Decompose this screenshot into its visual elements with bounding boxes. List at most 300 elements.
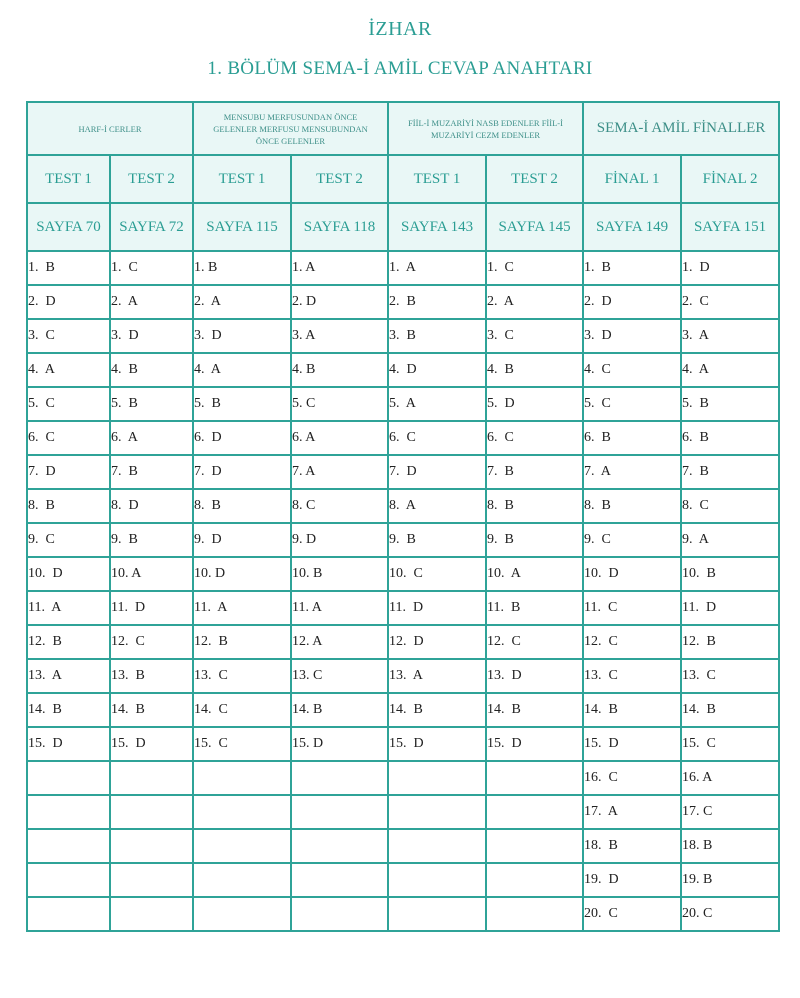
answer-cell: [583, 591, 681, 625]
answer-text: 14. B: [111, 702, 145, 717]
answer-cell: [583, 727, 681, 761]
group-header-mensubu-merfusu: MENSUBU MERFUSUNDAN ÖNCE GELENLER MERFUSU MENSUBUNDAN ÖNCE GELENLER: [193, 102, 388, 155]
answer-cell: [110, 353, 193, 387]
answer-cell: [193, 795, 291, 829]
answer-cell: [110, 557, 193, 591]
answer-text: 5. A: [389, 396, 416, 411]
answer-cell: [291, 319, 388, 353]
answer-text: 3. C: [487, 328, 514, 343]
answer-cell: [486, 353, 583, 387]
page-header-row: [27, 203, 779, 251]
answer-text: 1. B: [28, 260, 55, 275]
answer-cell: [291, 829, 388, 863]
answer-text: 9. C: [28, 532, 55, 547]
answer-text: 7. D: [28, 464, 56, 479]
group-header-row: [27, 102, 779, 155]
answer-text: 10. B: [292, 566, 323, 581]
answer-text: 4. A: [682, 362, 709, 377]
answer-row: [27, 761, 779, 795]
answer-text: 7. D: [389, 464, 417, 479]
answer-cell: [27, 353, 110, 387]
answer-text: 6. C: [28, 430, 55, 445]
answer-text: 10. B: [682, 566, 716, 581]
answer-row: [27, 693, 779, 727]
answer-cell: [583, 795, 681, 829]
answer-cell: [291, 897, 388, 931]
answer-text: 20. C: [584, 906, 618, 921]
answer-text: 4. B: [487, 362, 514, 377]
answer-cell: [583, 319, 681, 353]
answer-text: 3. D: [584, 328, 612, 343]
answer-text: 3. A: [292, 328, 316, 343]
answer-text: 14. B: [584, 702, 618, 717]
answer-cell: [486, 489, 583, 523]
answer-cell: [583, 659, 681, 693]
answer-cell: [291, 795, 388, 829]
answer-text: 11. D: [111, 600, 146, 615]
answer-row: [27, 727, 779, 761]
answer-cell: [291, 863, 388, 897]
answer-cell: [110, 591, 193, 625]
answer-row: [27, 863, 779, 897]
answer-cell: [486, 455, 583, 489]
answer-text: 8. D: [111, 498, 139, 513]
answer-text: 19. D: [584, 872, 619, 887]
answer-cell: [388, 693, 486, 727]
answer-text: 12. C: [584, 634, 618, 649]
answer-cell: [583, 863, 681, 897]
answer-cell: [27, 251, 110, 285]
answer-cell: [27, 523, 110, 557]
answer-cell: [388, 251, 486, 285]
answer-text: 6. C: [487, 430, 514, 445]
answer-cell: [681, 421, 779, 455]
answer-row: [27, 523, 779, 557]
answer-cell: [681, 387, 779, 421]
answer-text: 18. B: [682, 838, 713, 853]
answer-text: 5. C: [292, 396, 316, 411]
answer-text: 12. D: [389, 634, 424, 649]
answer-cell: [583, 693, 681, 727]
page-header-cell: SAYFA 115: [193, 203, 291, 251]
answer-text: 2. D: [28, 294, 56, 309]
answer-text: 8. C: [682, 498, 709, 513]
answer-text: 8. A: [389, 498, 416, 513]
answer-cell: [291, 557, 388, 591]
answer-cell: [110, 319, 193, 353]
test-header-cell: FİNAL 2: [681, 155, 779, 203]
answer-cell: [291, 489, 388, 523]
answer-cell: [388, 421, 486, 455]
answer-cell: [388, 319, 486, 353]
answer-row: [27, 387, 779, 421]
answer-text: 2. A: [194, 294, 221, 309]
answer-cell: [193, 455, 291, 489]
answer-cell: [681, 523, 779, 557]
test-header-cell: TEST 1: [193, 155, 291, 203]
answer-cell: [291, 727, 388, 761]
answer-cell: [110, 761, 193, 795]
answer-cell: [583, 523, 681, 557]
answer-cell: [110, 863, 193, 897]
group-header-fiil-i-muzari: FİİL-İ MUZARİYİ NASB EDENLER FİİL-İ MUZARİYİ CEZM EDENLER: [388, 102, 583, 155]
answer-text: 10. C: [389, 566, 423, 581]
answer-cell: [388, 625, 486, 659]
answer-text: 7. A: [584, 464, 611, 479]
answer-text: 2. D: [292, 294, 317, 309]
answer-cell: [486, 795, 583, 829]
answer-text: 3. B: [389, 328, 416, 343]
answer-cell: [27, 421, 110, 455]
answer-text: 3. A: [682, 328, 709, 343]
answer-cell: [193, 829, 291, 863]
answer-cell: [486, 829, 583, 863]
answer-cell: [193, 251, 291, 285]
answer-text: 6. B: [682, 430, 709, 445]
test-header-row: [27, 155, 779, 203]
answer-cell: [193, 863, 291, 897]
answer-text: 9. B: [487, 532, 514, 547]
answer-text: 5. B: [194, 396, 221, 411]
answer-cell: [388, 557, 486, 591]
answer-cell: [110, 829, 193, 863]
answer-cell: [291, 421, 388, 455]
answer-text: 3. D: [111, 328, 139, 343]
answer-cell: [486, 319, 583, 353]
answer-cell: [681, 591, 779, 625]
answer-cell: [27, 795, 110, 829]
answer-cell: [583, 489, 681, 523]
answer-cell: [681, 251, 779, 285]
answer-text: 5. B: [111, 396, 138, 411]
answer-text: 6. A: [111, 430, 138, 445]
answer-cell: [27, 455, 110, 489]
answer-cell: [583, 353, 681, 387]
answer-text: 4. C: [584, 362, 611, 377]
answer-text: 6. B: [584, 430, 611, 445]
answer-text: 14. B: [682, 702, 716, 717]
answer-cell: [27, 387, 110, 421]
answer-cell: [27, 319, 110, 353]
answer-row: [27, 285, 779, 319]
answer-cell: [193, 693, 291, 727]
answer-text: 10. A: [487, 566, 521, 581]
answer-cell: [388, 659, 486, 693]
answer-text: 15. D: [389, 736, 424, 751]
page-title: İZHAR: [368, 18, 432, 40]
answer-text: 12. C: [111, 634, 145, 649]
answer-text: 12. B: [682, 634, 716, 649]
answer-cell: [193, 319, 291, 353]
answer-cell: [583, 455, 681, 489]
answer-cell: [27, 863, 110, 897]
answer-cell: [193, 421, 291, 455]
page-header-cell: SAYFA 145: [486, 203, 583, 251]
answer-cell: [681, 625, 779, 659]
answer-text: 8. B: [28, 498, 55, 513]
answer-row: [27, 829, 779, 863]
answer-cell: [486, 863, 583, 897]
answer-cell: [193, 897, 291, 931]
answer-cell: [388, 523, 486, 557]
answer-text: 9. C: [584, 532, 611, 547]
answer-cell: [110, 659, 193, 693]
answer-cell: [291, 455, 388, 489]
answer-text: 10. D: [194, 566, 226, 581]
answer-cell: [193, 591, 291, 625]
answer-cell: [193, 659, 291, 693]
group-header-finaller: SEMA-İ AMİL FİNALLER: [583, 102, 779, 155]
page-header-cell: SAYFA 143: [388, 203, 486, 251]
answer-text: 16. C: [584, 770, 618, 785]
answer-text: 12. B: [28, 634, 62, 649]
answer-text: 12. A: [292, 634, 323, 649]
answer-cell: [486, 251, 583, 285]
answer-cell: [193, 285, 291, 319]
answer-cell: [486, 285, 583, 319]
answer-row: [27, 897, 779, 931]
answer-row: [27, 319, 779, 353]
answer-cell: [388, 727, 486, 761]
answer-row: [27, 455, 779, 489]
answer-text: 15. D: [292, 736, 324, 751]
answer-cell: [110, 693, 193, 727]
answer-cell: [291, 387, 388, 421]
answer-text: 15. C: [194, 736, 228, 751]
answer-text: 16. A: [682, 770, 713, 785]
answer-text: 13. C: [194, 668, 228, 683]
answer-row: [27, 659, 779, 693]
answer-cell: [681, 829, 779, 863]
answer-cell: [110, 523, 193, 557]
answer-cell: [27, 659, 110, 693]
answer-text: 13. A: [28, 668, 62, 683]
answer-cell: [193, 523, 291, 557]
test-header-cell: TEST 2: [486, 155, 583, 203]
answer-cell: [583, 387, 681, 421]
answer-cell: [486, 659, 583, 693]
answer-text: 4. D: [389, 362, 417, 377]
answer-text: 2. A: [487, 294, 514, 309]
answer-row: [27, 557, 779, 591]
test-header-cell: TEST 2: [291, 155, 388, 203]
answer-cell: [583, 557, 681, 591]
answer-text: 11. A: [292, 600, 322, 615]
answer-cell: [27, 727, 110, 761]
answer-text: 5. D: [487, 396, 515, 411]
answer-text: 11. B: [487, 600, 521, 615]
answer-cell: [193, 761, 291, 795]
test-header-cell: FİNAL 1: [583, 155, 681, 203]
answer-cell: [291, 591, 388, 625]
page-header-cell: SAYFA 149: [583, 203, 681, 251]
answer-cell: [110, 489, 193, 523]
answer-cell: [388, 795, 486, 829]
answer-text: 8. B: [487, 498, 514, 513]
answer-text: 1. C: [111, 260, 138, 275]
answer-cell: [27, 693, 110, 727]
answer-text: 12. B: [194, 634, 228, 649]
answer-text: 10. A: [111, 566, 142, 581]
answer-cell: [388, 455, 486, 489]
answer-cell: [388, 761, 486, 795]
answer-cell: [291, 693, 388, 727]
answer-text: 8. B: [194, 498, 221, 513]
answer-row: [27, 625, 779, 659]
answer-cell: [681, 285, 779, 319]
answer-text: 7. A: [292, 464, 316, 479]
answer-cell: [388, 591, 486, 625]
answer-cell: [27, 625, 110, 659]
answer-cell: [193, 489, 291, 523]
answer-key-table: [26, 101, 780, 932]
answer-row: [27, 489, 779, 523]
answer-cell: [681, 659, 779, 693]
answer-text: 20. C: [682, 906, 713, 921]
answer-text: 6. C: [389, 430, 416, 445]
answer-cell: [583, 421, 681, 455]
page-header-cell: SAYFA 70: [27, 203, 110, 251]
test-header-cell: TEST 2: [110, 155, 193, 203]
answer-cell: [583, 251, 681, 285]
answer-text: 14. B: [389, 702, 423, 717]
answer-text: 5. B: [682, 396, 709, 411]
answer-text: 3. D: [194, 328, 222, 343]
answer-cell: [388, 353, 486, 387]
answer-cell: [486, 761, 583, 795]
answer-text: 15. C: [682, 736, 716, 751]
answer-text: 5. C: [28, 396, 55, 411]
answer-text: 13. A: [389, 668, 423, 683]
answer-cell: [583, 285, 681, 319]
answer-text: 15. D: [28, 736, 63, 751]
group-header-harf-i-cerler: HARF-İ CERLER: [27, 102, 193, 155]
answer-cell: [681, 455, 779, 489]
answer-text: 4. B: [292, 362, 316, 377]
answer-cell: [583, 761, 681, 795]
answer-text: 2. D: [584, 294, 612, 309]
answer-text: 12. C: [487, 634, 521, 649]
answer-cell: [486, 591, 583, 625]
answer-row: [27, 353, 779, 387]
answer-cell: [110, 421, 193, 455]
answer-cell: [27, 557, 110, 591]
answer-row: [27, 591, 779, 625]
answer-text: 17. C: [682, 804, 713, 819]
answer-text: 9. D: [194, 532, 222, 547]
answer-text: 5. C: [584, 396, 611, 411]
answer-cell: [681, 897, 779, 931]
answer-cell: [291, 761, 388, 795]
answer-cell: [110, 795, 193, 829]
answer-text: 13. B: [111, 668, 145, 683]
answer-cell: [388, 489, 486, 523]
answer-cell: [110, 387, 193, 421]
page-subtitle: 1. BÖLÜM SEMA-İ AMİL CEVAP ANAHTARI: [207, 58, 593, 79]
answer-cell: [583, 625, 681, 659]
answer-cell: [193, 625, 291, 659]
answer-text: 10. D: [28, 566, 63, 581]
answer-text: 13. D: [487, 668, 522, 683]
answer-text: 8. B: [584, 498, 611, 513]
answer-row: [27, 421, 779, 455]
answer-text: 8. C: [292, 498, 316, 513]
answer-cell: [486, 693, 583, 727]
answer-cell: [291, 285, 388, 319]
answer-cell: [27, 489, 110, 523]
answer-cell: [681, 319, 779, 353]
answer-cell: [388, 387, 486, 421]
answer-cell: [110, 251, 193, 285]
answer-text: 1. D: [682, 260, 710, 275]
answer-text: 15. D: [584, 736, 619, 751]
answer-text: 2. C: [682, 294, 709, 309]
answer-text: 15. D: [111, 736, 146, 751]
test-header-cell: TEST 1: [27, 155, 110, 203]
test-header-cell: TEST 1: [388, 155, 486, 203]
answer-cell: [27, 897, 110, 931]
answer-cell: [681, 693, 779, 727]
answer-text: 14. B: [487, 702, 521, 717]
answer-text: 10. D: [584, 566, 619, 581]
answer-cell: [291, 251, 388, 285]
answer-text: 14. C: [194, 702, 228, 717]
answer-text: 4. A: [28, 362, 55, 377]
answer-cell: [486, 625, 583, 659]
answer-text: 1. B: [584, 260, 611, 275]
answer-cell: [193, 557, 291, 591]
answer-cell: [388, 863, 486, 897]
answer-text: 11. C: [584, 600, 618, 615]
answer-text: 6. D: [194, 430, 222, 445]
answer-text: 2. A: [111, 294, 138, 309]
answer-cell: [388, 829, 486, 863]
answer-cell: [27, 285, 110, 319]
answer-row: [27, 795, 779, 829]
answer-cell: [291, 353, 388, 387]
answer-cell: [291, 659, 388, 693]
answer-text: 1. C: [487, 260, 514, 275]
answer-text: 1. A: [292, 260, 316, 275]
answer-text: 19. B: [682, 872, 713, 887]
answer-text: 18. B: [584, 838, 618, 853]
answer-text: 11. D: [682, 600, 717, 615]
answer-cell: [193, 353, 291, 387]
answer-cell: [110, 897, 193, 931]
answer-text: 1. A: [389, 260, 416, 275]
answer-cell: [486, 387, 583, 421]
answer-cell: [27, 761, 110, 795]
answer-cell: [27, 591, 110, 625]
answer-text: 9. B: [389, 532, 416, 547]
answer-text: 7. B: [111, 464, 138, 479]
answer-row: [27, 251, 779, 285]
answer-cell: [388, 285, 486, 319]
answer-text: 11. D: [389, 600, 424, 615]
answer-text: 4. A: [194, 362, 221, 377]
answer-cell: [486, 897, 583, 931]
answer-cell: [681, 761, 779, 795]
answer-cell: [193, 727, 291, 761]
answer-cell: [681, 353, 779, 387]
answer-text: 9. B: [111, 532, 138, 547]
answer-cell: [486, 523, 583, 557]
answer-text: 11. A: [28, 600, 62, 615]
answer-cell: [27, 829, 110, 863]
answer-text: 14. B: [292, 702, 323, 717]
page-header-cell: SAYFA 72: [110, 203, 193, 251]
answer-text: 17. A: [584, 804, 618, 819]
